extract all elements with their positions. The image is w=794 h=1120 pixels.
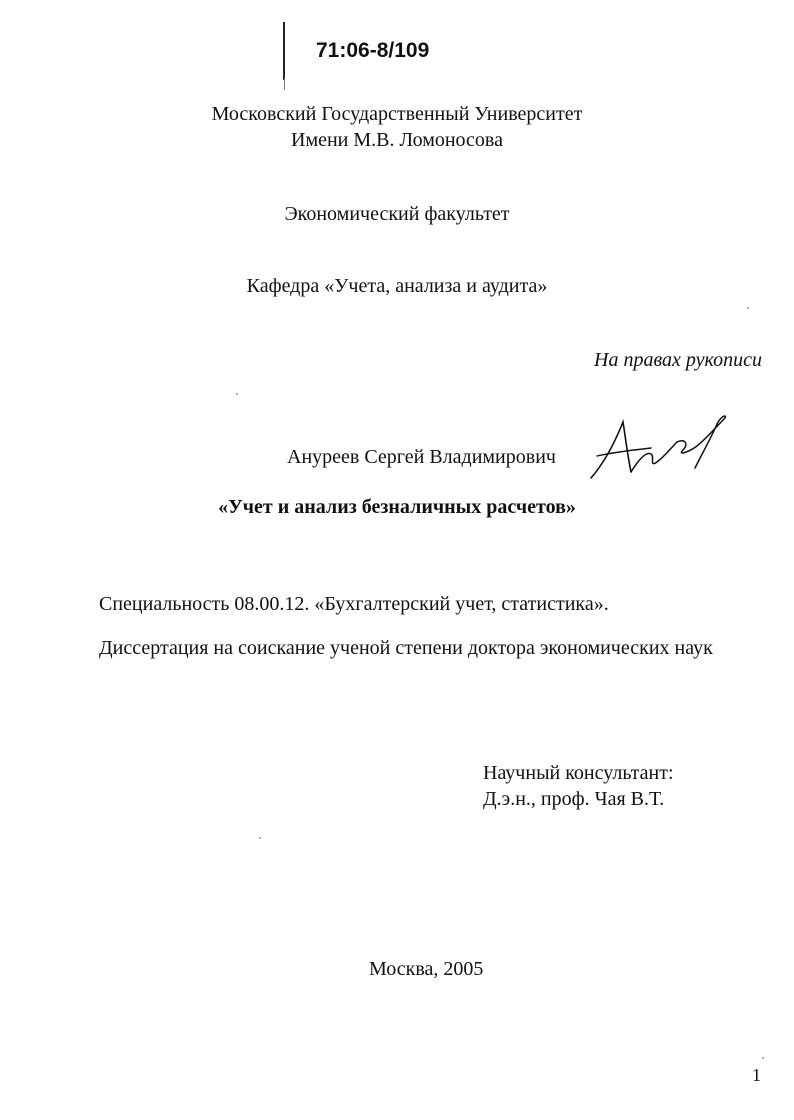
stamp-tick bbox=[284, 78, 285, 90]
author-signature bbox=[585, 412, 735, 482]
thesis-title: «Учет и анализ безналичных расчетов» bbox=[218, 496, 576, 518]
faculty-name: Экономический факультет bbox=[284, 203, 510, 225]
specialty-line: Специальность 08.00.12. «Бухгалтерский учет, статистика». bbox=[99, 593, 609, 615]
dissertation-type: Диссертация на соискание ученой степени доктора экономических наук bbox=[99, 637, 713, 659]
department-name: Кафедра «Учета, анализа и аудита» bbox=[246, 275, 548, 297]
author-name: Ануреев Сергей Владимирович bbox=[287, 446, 556, 468]
scan-speck bbox=[236, 393, 238, 395]
consultant-name: Д.э.н., проф. Чая В.Т. bbox=[483, 788, 665, 810]
consultant-label: Научный консультант: bbox=[483, 762, 674, 784]
scan-speck bbox=[747, 307, 749, 309]
university-name: Московский Государственный Университет bbox=[211, 103, 583, 125]
stamp-code: 71:06-8/109 bbox=[316, 39, 430, 62]
university-name-line2: Имени М.В. Ломоносова bbox=[291, 129, 503, 151]
stamp-bar bbox=[283, 22, 285, 80]
scan-speck bbox=[762, 1057, 764, 1059]
manuscript-note: На правах рукописи bbox=[594, 349, 762, 371]
scan-speck bbox=[259, 837, 261, 839]
place-year: Москва, 2005 bbox=[369, 958, 484, 980]
page-number: 1 bbox=[752, 1065, 761, 1085]
